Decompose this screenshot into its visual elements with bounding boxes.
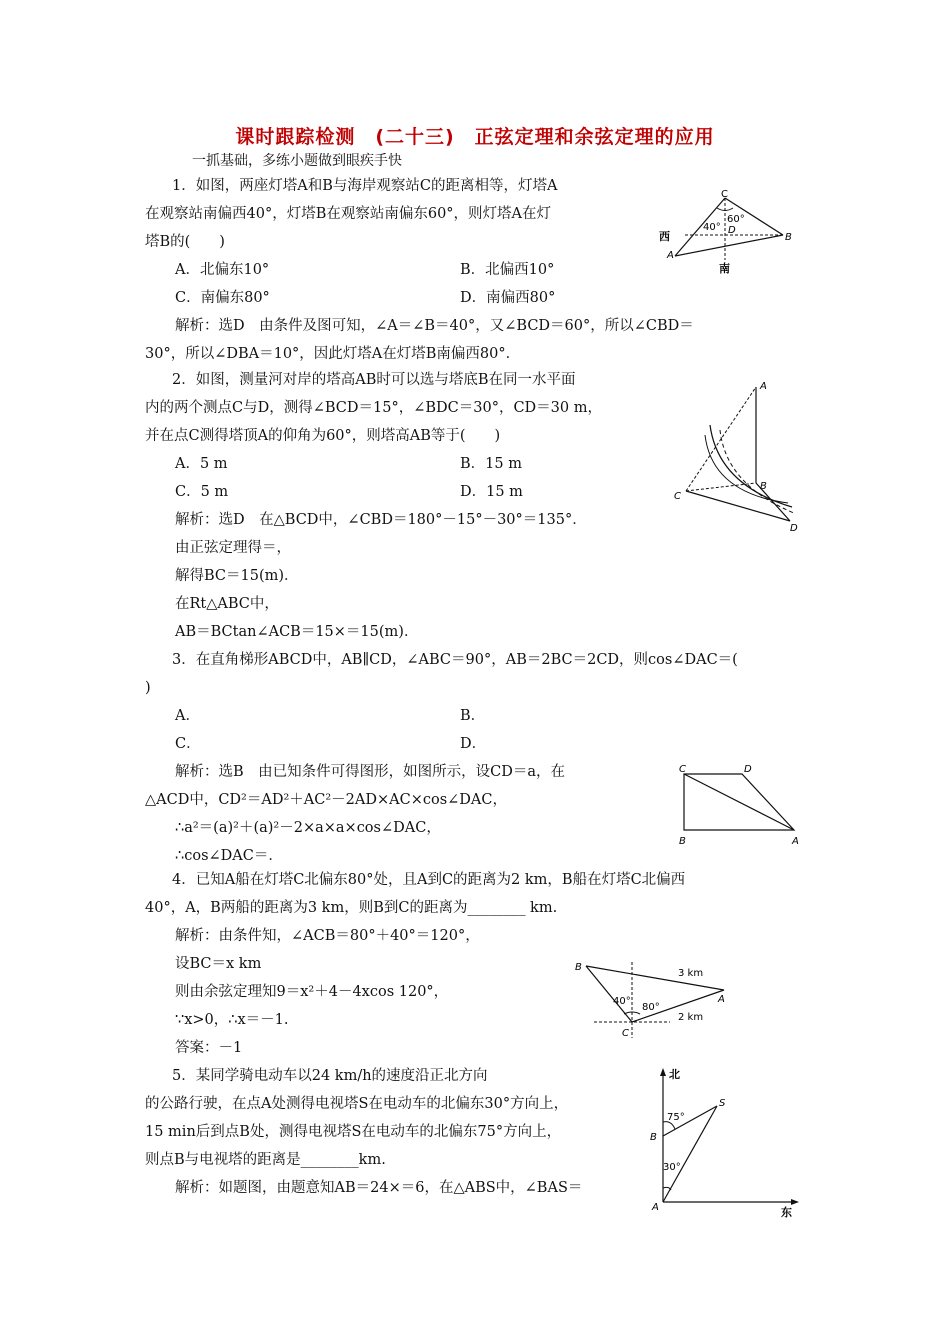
analysis-line: 则由余弦定理知9＝x²＋4－4xcos 120°， — [175, 984, 449, 1000]
question-text-line: 的公路行驶，在点A处测得电视塔S在电动车的北偏东30°方向上， — [145, 1096, 569, 1112]
fig-label: 80° — [642, 1002, 660, 1013]
analysis-line: 解析：选D 在△BCD中，∠CBD＝180°－15°－30°＝135°． — [175, 512, 587, 528]
fig-label: D — [728, 225, 736, 236]
option-b: B．北偏西10° — [460, 262, 555, 278]
analysis-line: 由正弦定理得＝， — [175, 540, 291, 556]
analysis-line: ∴a²＝(a)²＋(a)²－2×a×a×cos∠DAC， — [175, 820, 441, 836]
analysis-line: 解析：由条件知，∠ACB＝80°＋40°＝120°， — [175, 928, 480, 944]
fig-label: 2 km — [678, 1012, 704, 1023]
analysis-line: 解析：选D 由条件及图可知，∠A＝∠B＝40°，又∠BCD＝60°，所以∠CBD＝ — [175, 318, 694, 334]
fig-label: B — [785, 232, 792, 243]
option-a: A． — [175, 708, 200, 724]
fig-label: 30° — [663, 1162, 681, 1173]
analysis-line: 解得BC＝15(m)． — [175, 568, 299, 584]
question-text-line: 在观察站南偏西40°，灯塔B在观察站南偏东60°，则灯塔A在灯 — [145, 206, 552, 222]
question-text-line: 4．已知A船在灯塔C北偏东80°处，且A到C的距离为2 km，B船在灯塔C北偏西 — [172, 872, 686, 888]
fig-label: 西 — [659, 230, 670, 243]
fig-label: C — [622, 1028, 629, 1039]
page-title: 课时跟踪检测 (二十三) 正弦定理和余弦定理的应用 — [235, 126, 715, 148]
analysis-line: AB＝BCtan∠ACB＝15×＝15(m)． — [175, 624, 419, 640]
question-text-line: ) — [145, 680, 151, 696]
option-c: C．南偏东80° — [175, 290, 270, 306]
fig-label: 60° — [727, 214, 745, 225]
fig-label: D — [744, 764, 752, 775]
analysis-line: △ACD中，CD²＝AD²＋AC²－2AD×AC×cos∠DAC， — [145, 792, 507, 808]
ships-figure — [570, 958, 740, 1043]
analysis-line: 设BC＝x km — [175, 956, 262, 972]
analysis-line: 30°，所以∠DBA＝10°，因此灯塔A在灯塔B南偏西80°． — [145, 346, 521, 362]
option-a: A．5 m — [175, 456, 228, 472]
trapezoid-figure — [672, 760, 812, 850]
fig-label: 3 km — [678, 968, 704, 979]
analysis-line: 在Rt△ABC中， — [175, 596, 279, 612]
question-text-line: 并在点C测得塔顶A的仰角为60°，则塔高AB等于( ) — [145, 428, 501, 444]
question-text-line: 2．如图，测量河对岸的塔高AB时可以选与塔底B在同一水平面 — [172, 372, 576, 388]
fig-label: 北 — [669, 1068, 680, 1081]
fig-label: 75° — [667, 1112, 685, 1123]
question-text-line: 内的两个测点C与D，测得∠BCD＝15°，∠BDC＝30°，CD＝30 m， — [145, 400, 602, 416]
fig-label: A — [652, 1202, 659, 1213]
analysis-line: 解析：如题图，由题意知AB＝24×＝6，在△ABS中，∠BAS＝ — [175, 1180, 583, 1196]
option-b: B．15 m — [460, 456, 522, 472]
question-text-line: 15 min后到点B处，测得电视塔S在电动车的北偏东75°方向上， — [145, 1124, 562, 1140]
option-c: C． — [175, 736, 201, 752]
fig-label: 40° — [613, 996, 631, 1007]
question-text-line: 5．某同学骑电动车以24 km/h的速度沿正北方向 — [172, 1068, 488, 1084]
lighthouse-figure — [655, 188, 805, 278]
fig-label: A — [667, 250, 674, 261]
fig-label: S — [719, 1098, 726, 1109]
option-b: B． — [460, 708, 486, 724]
option-d: D．15 m — [460, 484, 523, 500]
fig-label: C — [721, 189, 728, 200]
page-subtitle: 一抓基础，多练小题做到眼疾手快 — [192, 153, 402, 169]
analysis-line: ∵x>0，∴x＝－1. — [175, 1012, 289, 1028]
fig-label: C — [674, 491, 681, 502]
analysis-line: ∴cos∠DAC＝． — [175, 848, 283, 864]
option-d: D．南偏西80° — [460, 290, 556, 306]
fig-label: 南 — [719, 262, 730, 275]
fig-label: A — [792, 836, 799, 847]
question-text-line: 则点B与电视塔的距离是________km. — [145, 1152, 386, 1168]
question-text-line: 1．如图，两座灯塔A和B与海岸观察站C的距离相等，灯塔A — [172, 178, 558, 194]
question-text-line: 塔B的( ) — [145, 234, 225, 250]
tv-tower-figure — [645, 1062, 805, 1222]
fig-label: A — [760, 381, 767, 392]
analysis-line: 答案：－1 — [175, 1040, 243, 1056]
fig-label: B — [575, 962, 582, 973]
fig-label: B — [650, 1132, 657, 1143]
fig-label: C — [679, 764, 686, 775]
tower-figure — [670, 375, 810, 540]
option-d: D． — [460, 736, 487, 752]
fig-label: 东 — [781, 1206, 792, 1219]
question-text-line: 3．在直角梯形ABCD中，AB∥CD，∠ABC＝90°，AB＝2BC＝2CD，则cos∠DAC＝( — [172, 652, 738, 668]
fig-label: 40° — [703, 222, 721, 233]
analysis-line: 解析：选B 由已知条件可得图形，如图所示，设CD＝a，在 — [175, 764, 566, 780]
fig-label: B — [760, 481, 767, 492]
question-text-line: 40°，A，B两船的距离为3 km，则B到C的距离为________ km. — [145, 900, 558, 916]
fig-label: D — [790, 523, 798, 534]
fig-label: B — [679, 836, 686, 847]
fig-label: A — [718, 994, 725, 1005]
option-a: A．北偏东10° — [175, 262, 270, 278]
option-c: C．5 m — [175, 484, 229, 500]
